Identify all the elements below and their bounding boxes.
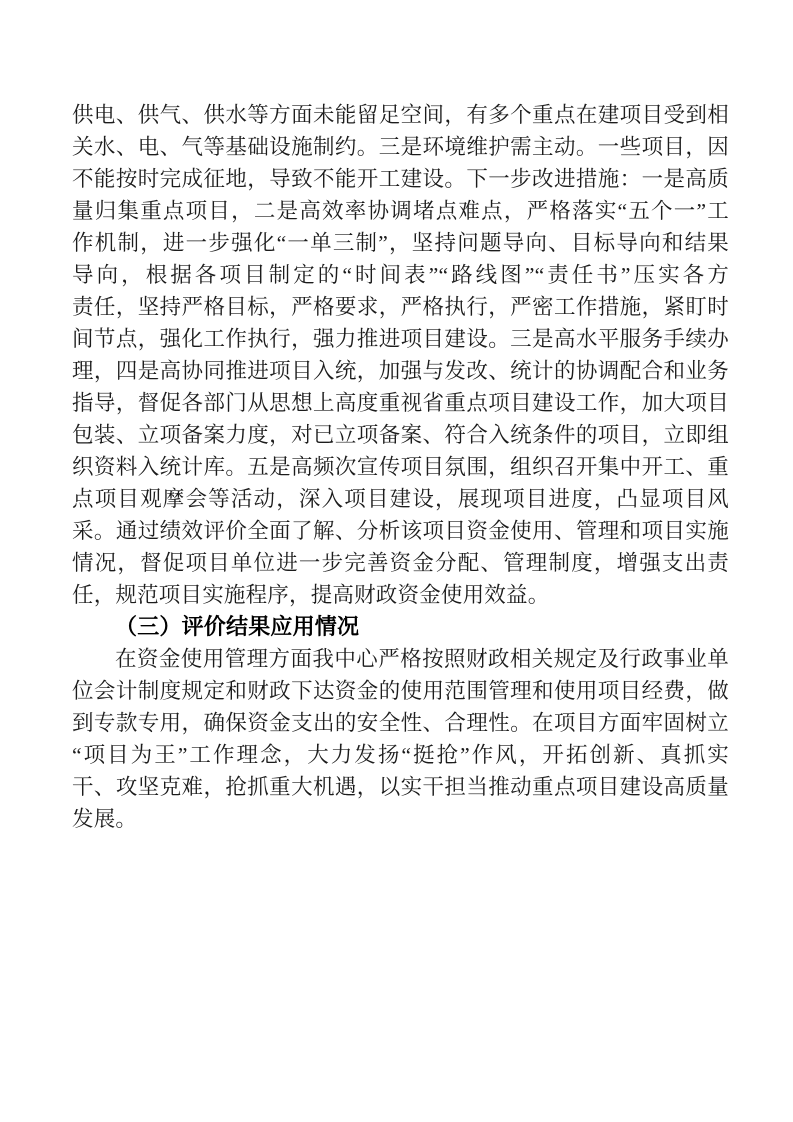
text-line: 供电、供气、供水等方面未能留足空间，有多个重点在建项目受到相 [72,103,729,127]
text-line: 导向，根据各项目制定的“时间表”“路线图”“责任书”压实各方 [72,263,729,287]
text-line: 干、攻坚克难，抢抓重大机遇，以实干担当推动重点项目建设高质量 [72,775,729,799]
text-line: 包装、立项备案力度，对已立项备案、符合入统条件的项目，立即组 [72,423,729,447]
text-line: 关水、电、气等基础设施制约。三是环境维护需主动。一些项目，因 [72,135,729,159]
text-line: 到专款专用，确保资金支出的安全性、合理性。在项目方面牢固树立 [72,711,729,735]
text-line: 不能按时完成征地，导致不能开工建设。下一步改进措施：一是高质 [72,167,729,191]
text-line: 间节点，强化工作执行，强力推进项目建设。三是高水平服务手续办 [72,327,729,351]
text-line: 采。通过绩效评价全面了解、分析该项目资金使用、管理和项目实施 [72,519,729,543]
text-line: “项目为王”工作理念，大力发扬“挺抢”作风，开拓创新、真抓实 [72,743,729,767]
text-line: 织资料入统计库。五是高频次宣传项目氛围，组织召开集中开工、重 [72,455,729,479]
text-line: 理，四是高协同推进项目入统，加强与发改、统计的协调配合和业务 [72,359,729,383]
text-line: 情况，督促项目单位进一步完善资金分配、管理制度，增强支出责 [72,551,729,575]
text-line: 发展。 [72,807,138,831]
text-line: 任，规范项目实施程序，提高财政资金使用效益。 [72,583,550,607]
text-line: 点项目观摩会等活动，深入项目建设，展现项目进度，凸显项目风 [72,487,729,511]
section-heading: （三）评价结果应用情况 [115,614,360,639]
text-line: 指导，督促各部门从思想上高度重视省重点项目建设工作，加大项目 [72,391,729,415]
text-line: 在资金使用管理方面我中心严格按照财政相关规定及行政事业单 [115,647,729,671]
text-line: 位会计制度规定和财政下达资金的使用范围管理和使用项目经费，做 [72,679,729,703]
text-line: 责任，坚持严格目标，严格要求，严格执行，严密工作措施，紧盯时 [72,295,729,319]
text-line: 作机制，进一步强化“一单三制”，坚持问题导向、目标导向和结果 [72,231,729,255]
text-line: 量归集重点项目，二是高效率协调堵点难点，严格落实“五个一”工 [72,199,729,223]
